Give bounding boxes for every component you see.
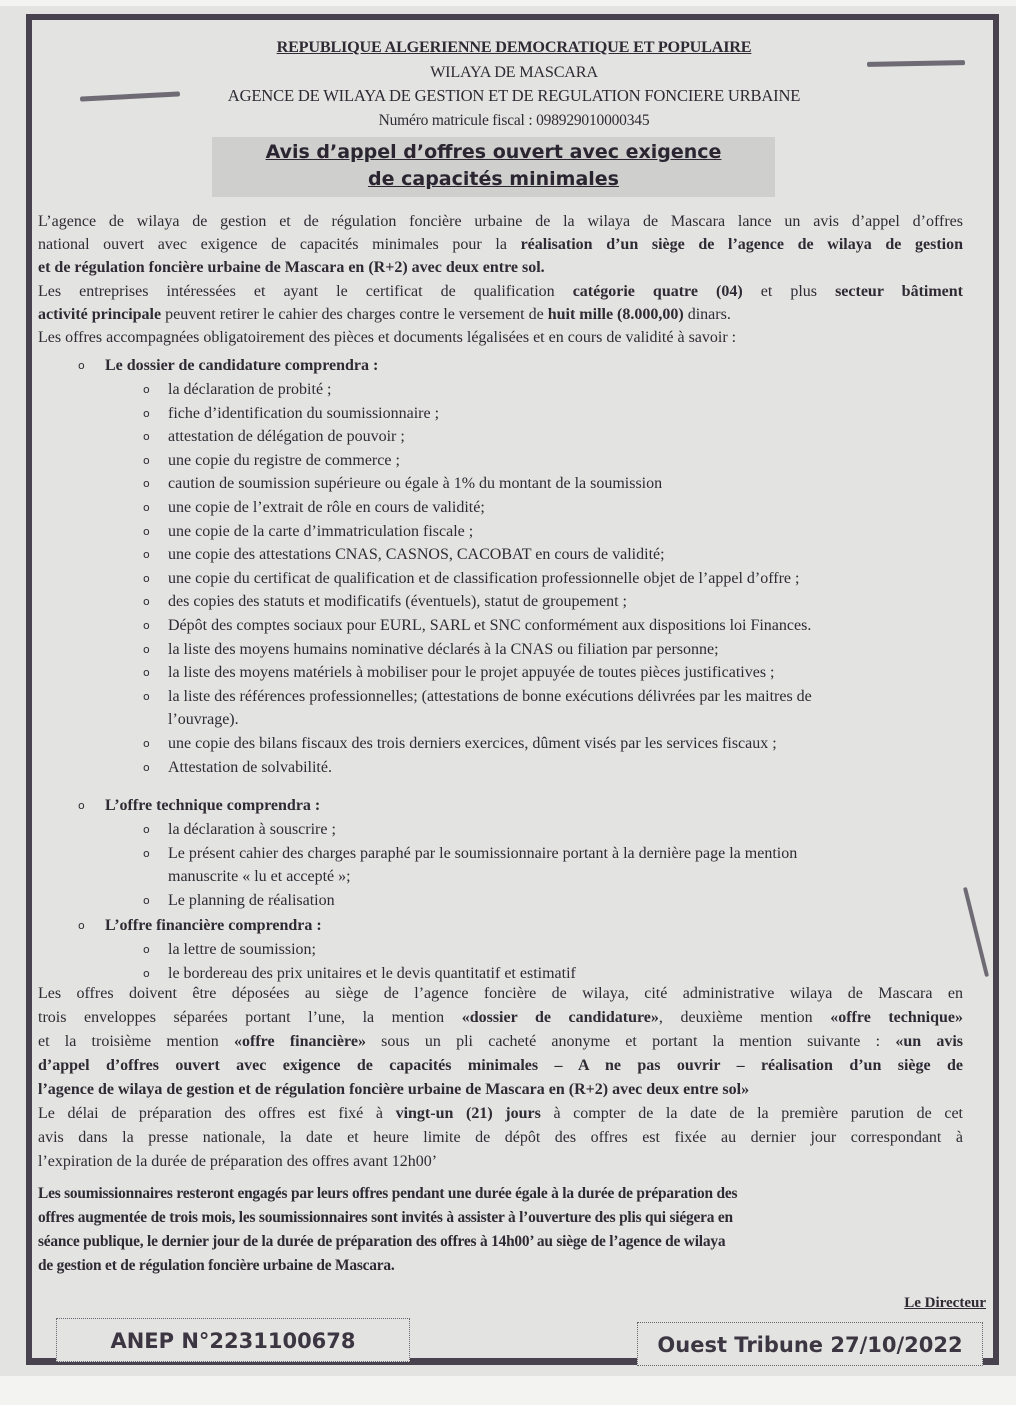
candidature-heading: Le dossier de candidature comprendra : [105,357,379,374]
candidature-item: caution de soumission supérieure ou égale à 1% du montant de la soumission [168,475,663,492]
delay-text: à compter de la date de la première parution de cet [540,1105,964,1122]
title-line-2: de capacités minimales [368,168,619,190]
delay-duration: vingt-un (21) jours [395,1105,541,1122]
candidature-item: une copie de l’extrait de rôle en cours de validité; [168,499,485,516]
publication-info: Ouest Tribune 27/10/2022 [637,1322,983,1366]
wilaya-heading: WILAYA DE MASCARA [430,63,598,81]
technique-item: Le planning de réalisation [168,892,335,909]
envelope-label-technique: «offre technique» [830,1009,964,1026]
qualification-category: catégorie quatre (04) [572,283,743,300]
delay-text: Le délai de préparation des offres est fixé à [38,1105,396,1122]
project-name: réalisation d’un siège de l’agence de wilaya de gestion [520,236,964,253]
technique-heading: L’offre technique comprendra : [105,797,321,814]
technique-item: la déclaration à souscrire ; [168,821,336,838]
bullet-icon: o [143,454,150,467]
technique-item-continuation: manuscrite « lu et accepté »; [168,868,351,885]
candidature-item: fiche d’identification du soumissionnaire ; [168,405,440,422]
bullet-icon: o [78,359,85,372]
bullet-icon: o [143,894,150,907]
delay-line2: avis dans la presse nationale, la date et heure limite de dépôt des offres est fixée au dernier jour correspondant à [38,1129,963,1146]
candidature-item: Attestation de solvabilité. [168,759,332,776]
bullet-icon: o [143,823,150,836]
intro-text: peuvent retirer le cahier des charges contre le versement de [161,306,548,323]
envelope-mention: «un avis [895,1033,964,1050]
bullet-icon: o [143,847,150,860]
intro-p3: Les offres accompagnées obligatoirement des pièces et documents légalisées et en cours de validité à savoir : [38,329,737,346]
candidature-item: des copies des statuts et modificatifs (éventuels), statut de groupement ; [168,593,627,610]
main-activity: activité principale [38,306,162,323]
financiere-item: la lettre de soumission; [168,941,316,958]
bullet-icon: o [143,967,150,980]
notice-title [212,137,775,197]
bullet-icon: o [143,737,150,750]
candidature-item: Dépôt des comptes sociaux pour EURL, SARL et SNC conformément aux dispositions loi Finances. [168,617,812,634]
deposit-text: et la troisième mention [38,1033,235,1050]
intro-p2-line2 [38,305,731,325]
candidature-item: une copie de la carte d’immatriculation fiscale ; [168,523,474,540]
bullet-icon: o [143,477,150,490]
candidature-item: attestation de délégation de pouvoir ; [168,428,405,445]
republic-heading: REPUBLIQUE ALGERIENNE DEMOCRATIQUE ET POPULAIRE [276,38,752,56]
candidature-item: la liste des références professionnelles; (attestations de bonne exécutions délivrées par les maitres de [168,688,812,705]
deposit-text: sous un pli cacheté anonyme et portant la mention suivante : [365,1033,896,1050]
candidature-item: une copie des bilans fiscaux des trois derniers exercices, dûment visés par les services fiscaux ; [168,735,777,752]
engagement-line2: offres augmentée de trois mois, les soumissionnaires sont invités à assister à l’ouverture des plis qui siégera en [38,1209,733,1226]
technique-item: Le présent cahier des charges paraphé par le soumissionnaire portant à la dernière page la mention [168,845,798,862]
bullet-icon: o [78,919,85,932]
candidature-item: la liste des moyens matériels à mobiliser pour le projet appuyée de toutes pièces justificatives ; [168,664,775,681]
bullet-icon: o [143,643,150,656]
envelope-label-financiere: «offre financière» [234,1033,366,1050]
bullet-icon: o [143,407,150,420]
deposit-line5: l’agence de wilaya de gestion et de régulation foncière urbaine de Mascara en (R+2) avec deux entre sol» [38,1081,750,1098]
candidature-item: une copie du certificat de qualification et de classification professionnelle objet de l’appel d’offre ; [168,570,800,587]
engagement-line1: Les soumissionnaires resteront engagés par leurs offres pendant une durée égale à la durée de préparation des [38,1185,738,1202]
bullet-icon: o [143,430,150,443]
fee-amount: huit mille (8.000,00) [547,306,684,323]
bullet-icon: o [143,619,150,632]
deposit-line4: d’appel d’offres ouvert avec exigence de capacités minimales – A ne pas ouvrir – réalisation d’un siège de [38,1057,963,1074]
bullet-icon: o [143,761,150,774]
bullet-icon: o [143,690,150,703]
candidature-item: la liste des moyens humains nominative déclarés à la CNAS ou filiation par personne; [168,641,719,658]
sector: secteur bâtiment [835,283,964,300]
envelope-label-candidature: «dossier de candidature» [461,1009,659,1026]
financiere-item: le bordereau des prix unitaires et le devis quantitatif et estimatif [168,965,576,982]
bullet-icon: o [143,572,150,585]
intro-text: dinars. [683,306,731,323]
title-line-1: Avis d’appel d’offres ouvert avec exigence [265,141,722,163]
deposit-text: , deuxième mention [658,1009,831,1026]
anep-reference: ANEP N°2231100678 [56,1318,410,1362]
bullet-icon: o [143,666,150,679]
intro-p1-line2 [38,235,963,255]
agency-heading: AGENCE DE WILAYA DE GESTION ET DE REGULATION FONCIERE URBAINE [227,86,801,105]
intro-text: national ouvert avec exigence de capacités minimales pour la [38,236,521,253]
engagement-line3: séance publique, le dernier jour de la durée de préparation des offres à 14h00’ au siège de l’agence de wilaya [38,1233,726,1250]
candidature-item: une copie du registre de commerce ; [168,452,400,469]
candidature-item: la déclaration de probité ; [168,381,332,398]
intro-p1-line3: et de régulation foncière urbaine de Mascara en (R+2) avec deux entre sol. [38,259,545,276]
bullet-icon: o [143,383,150,396]
intro-p1-line1: L’agence de wilaya de gestion et de régulation foncière urbaine de la wilaya de Mascara lance un avis d’appel d’offres [38,213,963,230]
bullet-icon: o [143,548,150,561]
bullet-icon: o [143,595,150,608]
engagement-line4: de gestion et de régulation foncière urbaine de Mascara. [38,1257,395,1274]
delay-line3: l’expiration de la durée de préparation des offres avant 12h00’ [38,1153,438,1170]
intro-p2-line1 [38,282,963,302]
intro-text: Les entreprises intéressées et ayant le certificat de qualification [38,283,573,300]
intro-text: et plus [742,283,836,300]
bullet-icon: o [143,525,150,538]
deposit-text: trois enveloppes séparées portant l’une, la mention [38,1009,462,1026]
bullet-icon: o [78,799,85,812]
deposit-line2 [38,1008,963,1028]
bullet-icon: o [143,943,150,956]
bullet-icon: o [143,501,150,514]
deposit-line1: Les offres doivent être déposées au siège de l’agence foncière de wilaya, cité administrative wilaya de Mascara en [38,985,963,1002]
candidature-item: une copie des attestations CNAS, CASNOS, CACOBAT en cours de validité; [168,546,665,563]
candidature-item-continuation: l’ouvrage). [168,711,239,728]
deposit-line3 [38,1032,963,1052]
delay-line1 [38,1104,963,1124]
fiscal-id: Numéro matricule fiscal : 098929010000345 [378,112,650,129]
signature-director: Le Directeur [904,1295,986,1311]
financiere-heading: L’offre financière comprendra : [105,917,322,934]
